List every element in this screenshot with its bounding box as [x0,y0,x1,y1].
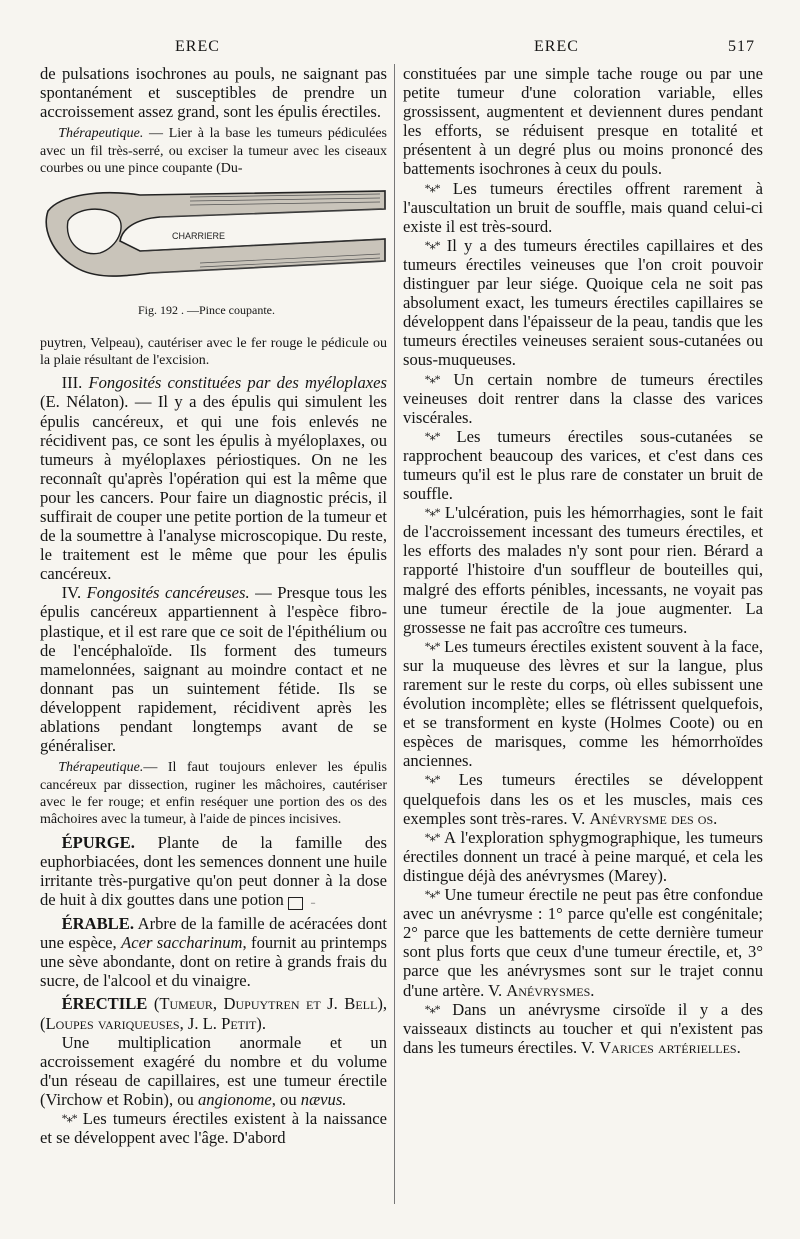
running-head-right: EREC [534,38,579,55]
section-number: III. [61,373,89,393]
entry-text: (Tumeur, Dupuytren et J. Bell), (Loupes variqueuses, J. L. Petit). [40,994,387,1033]
paragraph-text: Un certain nombre de tumeurs érectiles veineuses doit rentrer dans la classe des varices viscérales. [403,369,763,427]
engraving-text: CHARRIERE [172,230,226,241]
running-header [0,38,800,62]
paragraph [40,1033,387,1109]
paragraph-text: Dans un anévrysme cirsoïde il y a des vaisseaux distincts au toucher et qui n'existent pas dans les tumeurs érectiles. V. [403,999,763,1057]
asterism: *⁎* [424,180,440,195]
paragraph-text: Les tumeurs érectiles existent à la naissance et se développent avec l'âge. D'abord [40,1109,387,1148]
therapeutics-label: Thérapeutique. [58,126,144,142]
paragraph [40,1109,387,1147]
paragraph-text: — Lier à la base les tumeurs pédiculées avec un fil très-serré, ou exciser la tumeur avec les ciseaux courbes ou une pince coupante (Du- [40,126,387,177]
paragraph: puytren, Velpeau), cautériser avec le fer rouge le pédicule ou la plaie résultant de l'excision. [40,335,387,368]
cross-reference: Anévrysme des os. [589,808,718,828]
figure-pince-coupante [40,181,387,331]
asterism: *⁎* [424,887,440,902]
asterism: *⁎* [424,428,440,443]
paragraph-text: — Presque tous les épulis cancéreux appartiennent à l'espèce fibro-plastique, et il est rare que ce soit de l'épithélium ou de l'encéphaloïde. Ils forment des tumeurs mamelonnées, saignant au moindre contact et ne donnant pas un suintement fétide. Ils se développent rapidement, récidivent après les ablations pendant longtemps avant de se généraliser. [40,583,387,756]
paragraph [403,370,763,427]
entry-text: Plante de la famille des euphorbiacées, dont les semences donnent une huile irritante très-purgative qu'on peut donner à la dose de huit à dix gouttes dans une potion [40,832,387,910]
prescription-symbol-icon: − [288,897,303,910]
paragraph [403,179,763,236]
therapeutics-label: Thérapeutique. [58,760,144,776]
right-column [403,64,763,1057]
paragraph-text: , ou [271,1089,301,1109]
entry-headword: ÉRECTILE [61,994,148,1014]
section-title: Fongosités constituées par des myéloplaxes [88,373,387,393]
entry-erectile [40,994,387,1032]
asterism: *⁎* [424,371,440,386]
asterism: *⁎* [424,237,440,252]
entry-erable [40,914,387,990]
paragraph [403,427,763,503]
latin-name: Acer saccharinum [121,933,243,953]
paragraph [403,236,763,370]
therapeutics-paragraph [40,759,387,829]
paragraph [403,503,763,637]
figure-caption: Fig. 192 . —Pince coupante. [138,302,275,317]
asterism: *⁎* [424,638,440,653]
paragraph-text: A l'exploration sphygmographique, les tumeurs érectiles donnent un tracé à peine marqué, et cela les distingue déjà des anévrysmes (Marey). [403,827,763,885]
paragraph [403,1000,763,1057]
section-iv [40,583,387,755]
italic-term: angionome [198,1089,272,1109]
entry-text: , fournit au printemps une sève abondante, dont on retire à grands frais du sucre, de l'alcool et du vinaigre. [40,933,387,991]
paragraph [403,828,763,885]
asterism: *⁎* [424,505,440,520]
paragraph-text: Les tumeurs érectiles se développent quelquefois dans les os et les muscles, mais ces exemples sont très-rares. V. [403,770,763,828]
running-head-left: EREC [175,38,220,55]
paragraph-text: Les tumeurs érectiles sous-cutanées se rapprochent beaucoup des varices, et c'est dans ces tumeurs qu'il est le plus rare de constater un bruit de souffle. [403,426,763,504]
asterism: *⁎* [424,1001,440,1016]
paragraph [403,770,763,827]
paragraph-text: Il y a des tumeurs érectiles capillaires et des tumeurs érectiles veineuses que l'on croit pouvoir distinguer par leur siége. Quoique cela ne soit pas absolument exact, les tumeurs érectiles capillaires se développent dans l'épaisseur de la peau, tandis que les tumeurs érectiles veineuses seraient sous-cutanées ou sous-muqueuses. [403,235,763,370]
paragraph-text: L'ulcération, puis les hémorrhagies, sont le fait de l'accroissement incessant des tumeurs érectiles, et les efforts des malades n'y sont pour rien. Bérard a rapporté l'histoire d'un souffleur de bouteilles qui, malgré des efforts pénibles, incessants, ne voyait pas une tumeur érectile de la joue augmenter. La grossesse ne fait pas accroître ces tumeurs. [403,503,763,637]
entry-headword: ÉPURGE. [61,832,135,852]
paragraph-text: — Il faut toujours enlever les épulis cancéreux par dissection, ruginer les mâchoires, cautériser avec le fer rouge; et enfin reséquer une portion des os des mâchoires avec la tumeur, à l'aide de pinces incisives. [40,760,387,828]
entry-epurge [40,833,387,910]
asterism: *⁎* [424,772,440,787]
left-column [40,64,387,1147]
paragraph-text: Une multiplication anormale et un accroissement exagéré du nombre et du volume d'un réseau de capillaires, est une tumeur érectile (Virchow et Robin), ou [40,1032,387,1109]
section-iii [40,373,387,583]
paragraph: de pulsations isochrones au pouls, ne saignant pas spontanément et susceptibles de prendre un accroissement assez grand, sont les épulis érectiles. [40,64,387,122]
section-number: IV. [61,583,87,603]
paragraph-text: (E. Nélaton). — Il y a des épulis qui simulent les épulis cancéreux, et qui une fois enlevés ne récidivent pas, ce sont les épulis à myéloplaxes, ou tumeurs à myéloplaxes périostiques. On ne les reconnaît qu'après l'opération qui est la même que pour les cancers. Pour faire un diagnostic précis, il suffirait de couper une petite portion de la tumeur et de la soumettre à l'analyse microscopique. Du reste, le traitement est le même que pour les épulis cancéreux. [40,392,387,584]
section-title: Fongosités cancéreuses. [86,583,250,603]
column-divider [394,64,395,1204]
paragraph-text: Une tumeur érectile ne peut pas être confondue avec un anévrysme : 1° parce qu'elle est congénitale; 2° parce que les battements de cette dernière tumeur sont plus forts que ceux d'une tumeur érectile, et, 3° parce que les anévrysmes sont sur le trajet connu d'une artère. V. [403,885,763,1000]
cross-reference: Varices artérielles. [599,1037,741,1057]
paragraph [403,885,763,1000]
asterism: *⁎* [424,829,440,844]
italic-term: nævus. [300,1089,347,1109]
therapeutics-paragraph [40,125,387,177]
cross-reference: Anévrysmes. [506,980,595,1000]
paragraph [403,637,763,771]
paragraph-text: Les tumeurs érectiles existent souvent à la face, sur la muqueuse des lèvres et sur la langue, plus rarement sur le reste du corps, où elles subissent une évolution incomplète; elles se flétrissent quelquefois, et se transforment en kyste (Holmes Coote) ou en espèces de marisques, comme les hémorrhoïdes anciennes. [403,636,763,771]
entry-text: Arbre de la famille de acéracées dont une espèce, [40,914,387,953]
asterism: *⁎* [61,1111,77,1126]
page-number: 517 [728,38,755,55]
paragraph: constituées par une simple tache rouge ou par une petite tumeur d'une coloration variable, elles grossissent, augmentent et deviennent dures pendant les efforts, se réduisent presque en totalité et présentent à un degré plus ou moins prononcé des battements isochrones à ceux du pouls. [403,64,763,179]
entry-headword: ÉRABLE. [61,914,134,934]
paragraph-text: Les tumeurs érectiles offrent rarement à l'auscultation un bruit de souffle, mais quand celui-ci existe il est très-sourd. [403,178,763,236]
